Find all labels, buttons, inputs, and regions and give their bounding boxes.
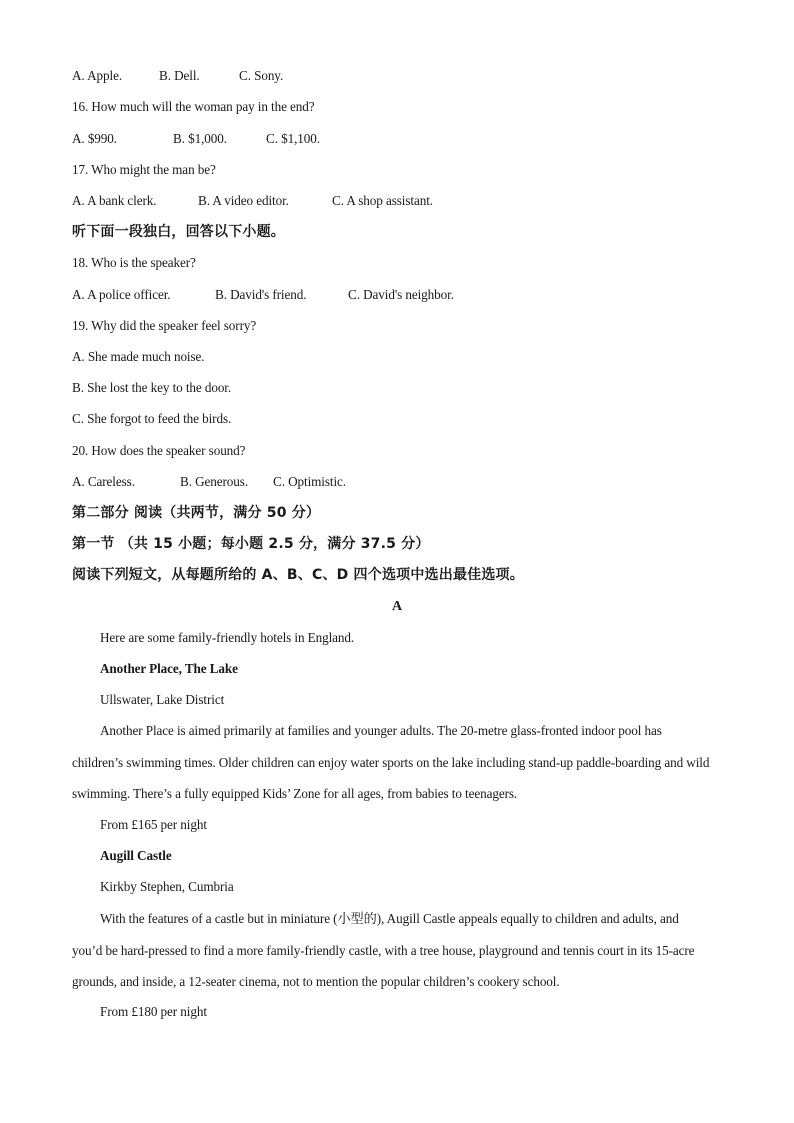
monologue-heading: 听下面一段独白，回答以下小题。 <box>72 224 285 240</box>
q17-stem: 17. Who might the man be? <box>72 162 216 177</box>
q20-option-c: C. Optimistic. <box>273 474 346 489</box>
q18-option-a: A. A police officer. <box>72 287 171 302</box>
q20-option-b: B. Generous. <box>180 474 249 489</box>
q15-options <box>72 68 283 84</box>
q17-option-b: B. A video editor. <box>198 193 289 208</box>
hotel-name: Another Place, The Lake <box>100 661 238 676</box>
q16-option-a: A. $990. <box>72 131 117 146</box>
q18-options <box>72 287 454 303</box>
q16-option-b: B. $1,000. <box>173 131 227 146</box>
q16-options <box>72 131 320 147</box>
q18-option-b: B. David's friend. <box>215 287 307 302</box>
q17-option-c: C. A shop assistant. <box>332 193 433 208</box>
q20-option-a: A. Careless. <box>72 474 135 489</box>
q16-stem: 16. How much will the woman pay in the end? <box>72 99 315 114</box>
q15-option-b: B. Dell. <box>159 68 200 83</box>
passage-label: A <box>391 599 402 614</box>
q17-option-a: A. A bank clerk. <box>72 193 157 208</box>
q16-option-c: C. $1,100. <box>266 131 320 146</box>
q18-stem: 18. Who is the speaker? <box>72 255 196 270</box>
section-one-heading: 第一节 （共 15 小题；每小题 2.5 分，满分 37.5 分） <box>72 536 430 552</box>
part-two-heading: 第二部分 阅读（共两节，满分 50 分） <box>72 505 321 521</box>
hotel-name: Augill Castle <box>100 848 172 863</box>
passage-intro: Here are some family-friendly hotels in England. <box>100 630 355 645</box>
q15-option-a: A. Apple. <box>72 68 123 83</box>
q15-option-c: C. Sony. <box>239 68 284 83</box>
hotel-location: Ullswater, Lake District <box>100 692 225 707</box>
q19-option-a: A. She made much noise. <box>72 349 205 364</box>
hotel-description: With the features of a castle but in miniature (小型的), Augill Castle appeals equally to children and adults, and you’d be hard-pressed to find a more family-friendly castle, with a tree house, playground and tennis court in its 15-acre grounds, and inside, a 12-seater cinema, not to mention the popular children’s cookery school. <box>72 911 695 989</box>
q19-stem: 19. Why did the speaker feel sorry? <box>72 318 257 333</box>
hotel-location: Kirkby Stephen, Cumbria <box>100 879 234 894</box>
q19-option-b: B. She lost the key to the door. <box>72 380 232 395</box>
q19-option-c: C. She forgot to feed the birds. <box>72 411 232 426</box>
hotel-price: From £165 per night <box>100 817 207 832</box>
q18-option-c: C. David's neighbor. <box>348 287 454 302</box>
q17-options <box>72 193 433 209</box>
hotel-description: Another Place is aimed primarily at families and younger adults. The 20-metre glass-fronted indoor pool has children’s swimming times. Older children can enjoy water sports on the lake including stand-up paddle-boarding and wild swimming. There’s a fully equipped Kids’ Zone for all ages, from babies to teenagers. <box>72 723 710 801</box>
q20-options <box>72 474 346 490</box>
q20-stem: 20. How does the speaker sound? <box>72 443 246 458</box>
reading-instruction: 阅读下列短文，从每题所给的 A、B、C、D 四个选项中选出最佳选项。 <box>72 567 524 583</box>
hotel-price: From £180 per night <box>100 1004 207 1019</box>
